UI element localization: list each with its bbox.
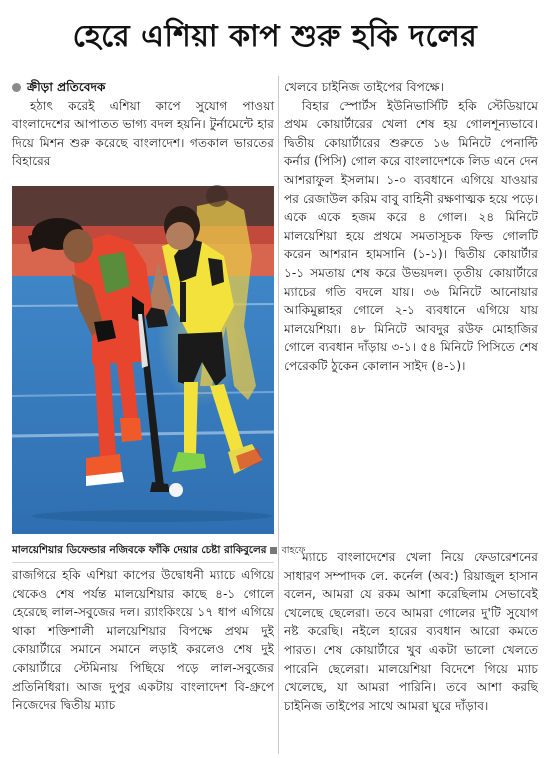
right-paragraph-2: বিহার স্পোর্টস ইউনিভার্সিটি হকি স্টেডিয়ামে প্রথম কোয়ার্টারের খেলা শেষ হয় গোলশূন্যভাবে। দ্বিতীয় কোয়ার্টারের শুরুতে ১৬ মিনিটে পেনাল্টি কর্নার (পিসি) গোল করে বাংলাদেশকে লিড এনে দেন আশরাফুল ইসলাম। ১-০ ব্যবধানে এগিয়ে যাওয়ার পর রেজাউল করিম বাবু বাহিনী রক্ষণাত্মক হয়ে পড়ে। একে একে হজম করে ৪ গোল। ২৪ মিনিটে মালয়েশিয়া হয়ে প্রথমে সমতাসূচক ফিল্ড গোলটি করেন আশরান হামসানি (১-১)। দ্বিতীয় কোয়ার্টার ১-১ সমতায় শেষ করে উভয়দল। তৃতীয় কোয়ার্টারে ম্যাচের গতি বদলে যায়। ৩৬ মিনিটে আনোয়ার আকিমুল্লাহর গোলে ২-১ ব্যবধানে এগিয়ে যায় মালয়েশিয়া। ৪৮ মিনিটে আবদুর রউফ মোহাজির গোলে ব্যবধান দাঁড়ায় ৩-১। ৫৪ মিনিটে পিসিতে শেষ পেরেকটি ঠুকেন কোলান সাইদ (৪-১)।: [284, 98, 538, 373]
bullet-icon: [12, 83, 21, 92]
article-bottom-left-column: [12, 566, 274, 754]
photo-caption: [12, 540, 306, 560]
article-right-column: [284, 78, 538, 548]
hockey-photo: [12, 186, 274, 534]
caption-text: মালয়েশিয়ার ডিফেন্ডার নজিবকে ফাঁকি দেয়ার চেষ্টা রাকিবুলের: [12, 544, 267, 556]
hockey-players-photo-icon: [12, 186, 274, 534]
headline: হেরে এশিয়া কাপ শুরু হকি দলের: [72, 19, 478, 54]
byline: ক্রীড়া প্রতিবেদক: [27, 80, 106, 94]
bottom-right-paragraph: ম্যাচে বাংলাদেশের খেলা নিয়ে ফেডারেশনের সাধারণ সম্পাদক লে. কর্নেল (অব:) রিয়াজুল হাসান বলেন, আমরা যে রকম আশা করেছিলাম সেভাবেই খেলেছে ছেলেরা। তবে আমরা গোলের দু'টি সুযোগ নষ্ট করেছি। নইলে হারের ব্যবধান আরো কমতে পারত। শেষ কোয়ার্টারে খুব একটা ভালো খেলতে পারেনি ছেলেরা। মালয়েশিয়া বিদেশে গিয়ে ম্যাচ খেলেছে, যা আমরা পারিনি। তবে আশা করছি চাইনিজ তাইপের সাথে আমরা ঘুরে দাঁড়াব।: [284, 550, 538, 713]
right-paragraph-1: খেলবে চাইনিজ তাইপের বিপক্ষে।: [284, 80, 445, 94]
intro-paragraph: হঠাৎ করেই এশিয়া কাপে সুযোগ পাওয়া বাংলাদেশের আপাতত ভাগ্য বদল হয়নি। টুর্নামেন্টে হার দিয়ে মিশন শুরু করেছে বাংলাদেশ। গতকাল ভারতের বিহারের: [12, 98, 274, 169]
column-divider: [278, 76, 279, 754]
bottom-left-paragraph: রাজগিরে হকি এশিয়া কাপের উদ্বোধনী ম্যাচে এগিয়ে থেকেও শেষ পর্যন্ত মালয়েশিয়ার কাছে ৪-১ গোলে হেরেছে লাল-সবুজের দল। র‍্যাংকিংয়ে ১৭ ধাপ এগিয়ে থাকা শক্তিশালী মালয়েশিয়ার বিপক্ষে প্রথম দুই কোয়ার্টারে সমানে সমানে লড়াই করলেও শেষ দুই কোয়ার্টারে স্টেমিনায় পিছিয়ে পড়ে লাল-সবুজের প্রতিনিধিরা। আজ দুপুর একটায় বাংলাদেশ বি-গ্রুপে নিজেদের দ্বিতীয় ম্যাচ: [12, 568, 274, 713]
photo-credit: বাহফে: [281, 545, 306, 556]
article-intro-column: [12, 78, 274, 180]
caption-divider: [12, 562, 274, 563]
caption-separator-icon: [270, 547, 277, 554]
article-bottom-right-column: [284, 548, 538, 754]
